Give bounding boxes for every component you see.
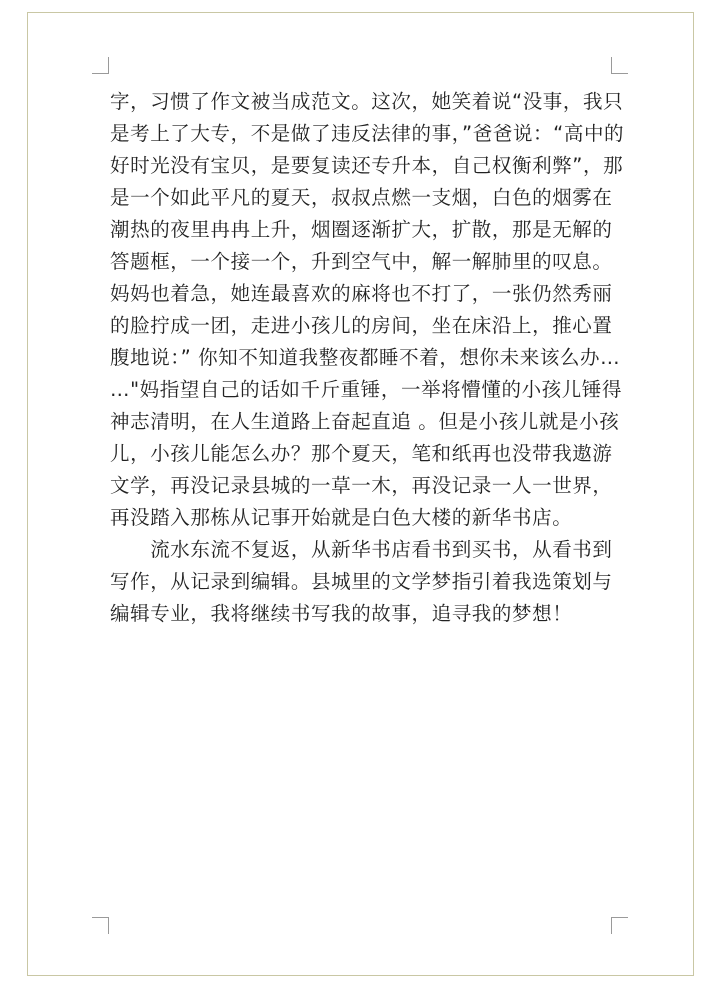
text-line: 流水东流不复返，从新华书店看书到买书，从看书到 bbox=[110, 538, 613, 561]
text-line: 腹地说：” 你知不知道我整夜都睡不着，想你未来该么办… bbox=[110, 346, 621, 369]
text-line: 写作，从记录到编辑。县城里的文学梦指引着我选策划与 bbox=[110, 570, 613, 593]
text-line: 是一个如此平凡的夏天，叔叔点燃一支烟，白色的烟雾在 bbox=[110, 186, 613, 209]
text-line: 文学，再没记录县城的一草一木，再没记录一人一世界， bbox=[110, 474, 613, 497]
text-line: 好时光没有宝贝，是要复读还专升本，自己权衡利弊”，那 bbox=[110, 154, 624, 177]
text-line: 神志清明，在人生道路上奋起直追 。但是小孩儿就是小孩 bbox=[110, 410, 620, 433]
crop-mark-top-left bbox=[92, 57, 109, 74]
text-line: 儿，小孩儿能怎么办？那个夏天，笔和纸再也没带我遨游 bbox=[110, 442, 613, 465]
text-line: …"妈指望自己的话如千斤重锤，一举将懵懂的小孩儿锤得 bbox=[110, 378, 623, 401]
paragraph-1 bbox=[110, 86, 625, 534]
text-line: 妈妈也着急，她连最喜欢的麻将也不打了，一张仍然秀丽 bbox=[110, 282, 613, 305]
text-line: 是考上了大专，不是做了违反法律的事，”爸爸说：“高中的 bbox=[110, 122, 625, 145]
document-body bbox=[110, 86, 625, 630]
text-line: 答题框，一个接一个，升到空气中，解一解肺里的叹息。 bbox=[110, 250, 613, 273]
text-line: 编辑专业，我将继续书写我的故事，追寻我的梦想！ bbox=[110, 602, 573, 625]
text-line: 的脸拧成一团，走进小孩儿的房间，坐在床沿上，推心置 bbox=[110, 314, 613, 337]
text-line: 字，习惯了作文被当成范文。这次，她笑着说“没事，我只 bbox=[110, 90, 624, 113]
crop-mark-bottom-left bbox=[92, 917, 109, 934]
crop-mark-bottom-right bbox=[611, 917, 628, 934]
text-line: 潮热的夜里冉冉上升，烟圈逐渐扩大，扩散，那是无解的 bbox=[110, 218, 613, 241]
crop-mark-top-right bbox=[611, 57, 628, 74]
paragraph-2 bbox=[110, 534, 620, 630]
text-line: 再没踏入那栋从记事开始就是白色大楼的新华书店。 bbox=[110, 506, 573, 529]
